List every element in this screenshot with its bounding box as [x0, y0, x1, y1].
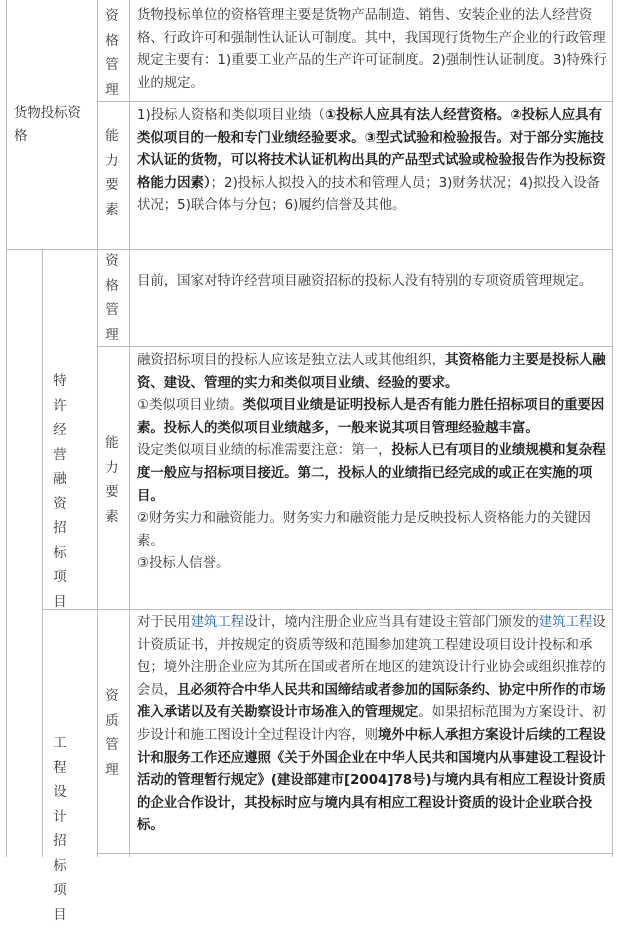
text-segment: 设定类似项目业绩的标准需要注意：第一， — [137, 443, 392, 459]
text-segment: 融资招标项目的投标人应该是独立法人或其他组织， — [137, 353, 445, 368]
text-segment: ；2)投标人拟投入的技术和管理人员；3)财务状况；4)拟投入设备状况；5)联合体与分包；6)履约信誉及其他。 — [137, 175, 601, 214]
concession-capability-text — [137, 350, 607, 576]
text-segment: 货物投标单位的资格管理主要是货物产品制造、销售、安装企业的法人经营资格、行政许可和强制性认证认可制度。其中，我国现行货物生产企业的行政管理规定主要有：1)重要工业产品的生产许可证制度。2)强制性认证制度。3)特殊行业的规定。 — [137, 8, 607, 91]
design-qualification-text — [137, 612, 607, 838]
text-segment: 对于民用 — [137, 615, 191, 630]
subsection-label-capability: 能力要素 — [105, 129, 119, 218]
section-label-engineering-design: 工程设计招标项目 — [53, 736, 67, 923]
text-segment: ③投标人信誉。 — [137, 556, 230, 572]
row-divider-3 — [97, 346, 613, 347]
bold-text-segment: 投标人已有项目的业绩规模和复杂程度一般应与招标项目接近。第二，投标人的业绩指已经完成的或正在实施的项目。 — [137, 443, 606, 504]
bold-text-segment: 境外中标人承担方案设计后续的工程设计和服务工作还应遵照《关于外国企业在中华人民共和国境内从事建设工程设计活动的管理暂行规定》(建设部建市[2004]78号)与境内具有相应工程设计资质的企业合作设计，其投标时应与境内具有相应工程设计资质的设计企业联合投标。 — [137, 727, 606, 834]
text-segment: 设计，境内注册企业应当具有建设主管部门颁发的 — [244, 615, 539, 630]
section-label-goods: 货物投标资格 — [14, 106, 81, 144]
row-divider-2 — [6, 249, 613, 250]
text-segment: 设计资质证书，并按规定的资质等级和范围参加建筑工程建设项目设计投标和承包；境外注册企业应为其所在国或者所在地区的建筑设计行业协会或组织推荐的会员， — [137, 615, 606, 698]
text-segment: ②财务实力和融资能力。财务实力和融资能力是反映投标人资格能力的关键因素。 — [137, 511, 591, 549]
text-segment: 1)投标人资格和类似项目业绩（ — [137, 108, 325, 123]
table-border-col2 — [42, 250, 43, 857]
table-border-left — [6, 0, 7, 857]
row-divider-4 — [42, 609, 613, 610]
row-divider-5 — [97, 853, 613, 854]
text-segment: 目前，国家对特许经营项目融资招标的投标人没有特别的专项资质管理规定。 — [137, 274, 593, 289]
bold-text-segment: ①投标人应具有法人经营资格。②投标人应具有类似项目的一般和专门业绩经验要求。③型式试验和检验报告。对于部分实施技术认证的货物，可以将技术认证机构出具的产品型式试验或检验报告作为投标资格能力因素） — [137, 108, 606, 191]
subsection-label-qualification: 资格管理 — [105, 254, 119, 343]
subsection-label-capability: 能力要素 — [105, 436, 119, 525]
text-segment: ①类似项目业绩。 — [137, 398, 243, 414]
goods-qualification-text — [137, 5, 607, 95]
table-border-col3 — [97, 0, 98, 857]
subsection-label-qualification: 资格管理 — [105, 9, 119, 98]
row-divider-1 — [97, 101, 613, 102]
goods-capability-text — [137, 105, 607, 218]
bold-text-segment: 其资格能力主要是投标人融资、建设、管理的实力和类似项目业绩、经验的要求。 — [137, 353, 606, 391]
text-segment: 。如果招标范围为方案设计、初步设计和施工图设计全过程设计内容，则 — [137, 705, 606, 743]
link-building-engineering[interactable]: 建筑工程 — [190, 615, 245, 630]
table-border-right — [612, 0, 613, 857]
concession-qualification-text — [137, 271, 607, 294]
link-building-engineering[interactable]: 建筑工程 — [538, 615, 593, 630]
subsection-label-qualification-grade: 资质管理 — [105, 689, 119, 778]
table-border-col4 — [129, 0, 130, 857]
bold-text-segment: 且必须符合中华人民共和国缔结或者参加的国际条约、协定中所作的市场准入承诺以及有关勘察设计市场准入的管理规定 — [137, 682, 606, 721]
bold-text-segment: 类似项目业绩是证明投标人是否有能力胜任招标项目的重要因素。投标人的类似项目业绩越多，一般来说其项目管理经验越丰富。 — [137, 398, 605, 436]
section-label-concession: 特许经营融资招标项目 — [53, 374, 67, 610]
